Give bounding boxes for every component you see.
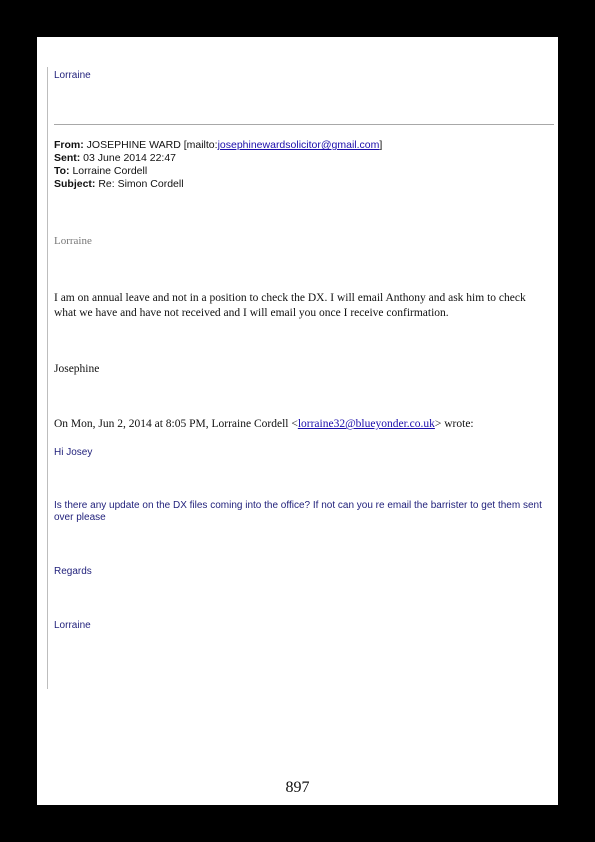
to-label: To: [54,165,70,177]
from-value: JOSEPHINE WARD [mailto: [86,139,218,151]
sent-value: 03 June 2014 22:47 [83,152,177,164]
to-value: Lorraine Cordell [72,165,148,177]
sent-line [54,152,382,165]
from-label: From: [54,139,84,151]
from-email-link[interactable]: josephinewardsolicitor@gmail.com [217,139,380,151]
attribution-email-link[interactable]: lorraine32@blueyonder.co.uk [297,418,435,430]
quoted-signature: Lorraine [54,620,91,631]
document-page [37,37,558,805]
reply-signoff: Josephine [54,363,100,375]
quoted-greeting: Hi Josey [54,447,93,458]
sent-label: Sent: [54,152,81,164]
from-line [54,139,382,152]
quote-attribution [54,418,474,430]
signature-top: Lorraine [54,70,91,81]
page-number: 897 [285,779,310,796]
reply-body: I am on annual leave and not in a position to check the DX. I will email Anthony and ask him to check what we have and have not received and I will email you once I receive confirmation. [54,292,526,319]
attribution-suffix: > wrote: [434,418,474,430]
attribution-prefix: On Mon, Jun 2, 2014 at 8:05 PM, Lorraine Cordell < [54,418,298,430]
quoted-body: Is there any update on the DX files coming into the office? If not can you re email the barrister to get them sent over please [54,500,542,523]
from-close: ] [379,139,383,151]
subject-label: Subject: [54,178,96,190]
subject-line [54,178,382,191]
quote-bar [47,67,48,689]
reply-greeting: Lorraine [54,235,92,247]
to-line [54,165,382,178]
header-separator [54,124,554,125]
quoted-regards: Regards [54,566,92,577]
subject-value: Re: Simon Cordell [98,178,184,190]
email-header [54,139,382,191]
